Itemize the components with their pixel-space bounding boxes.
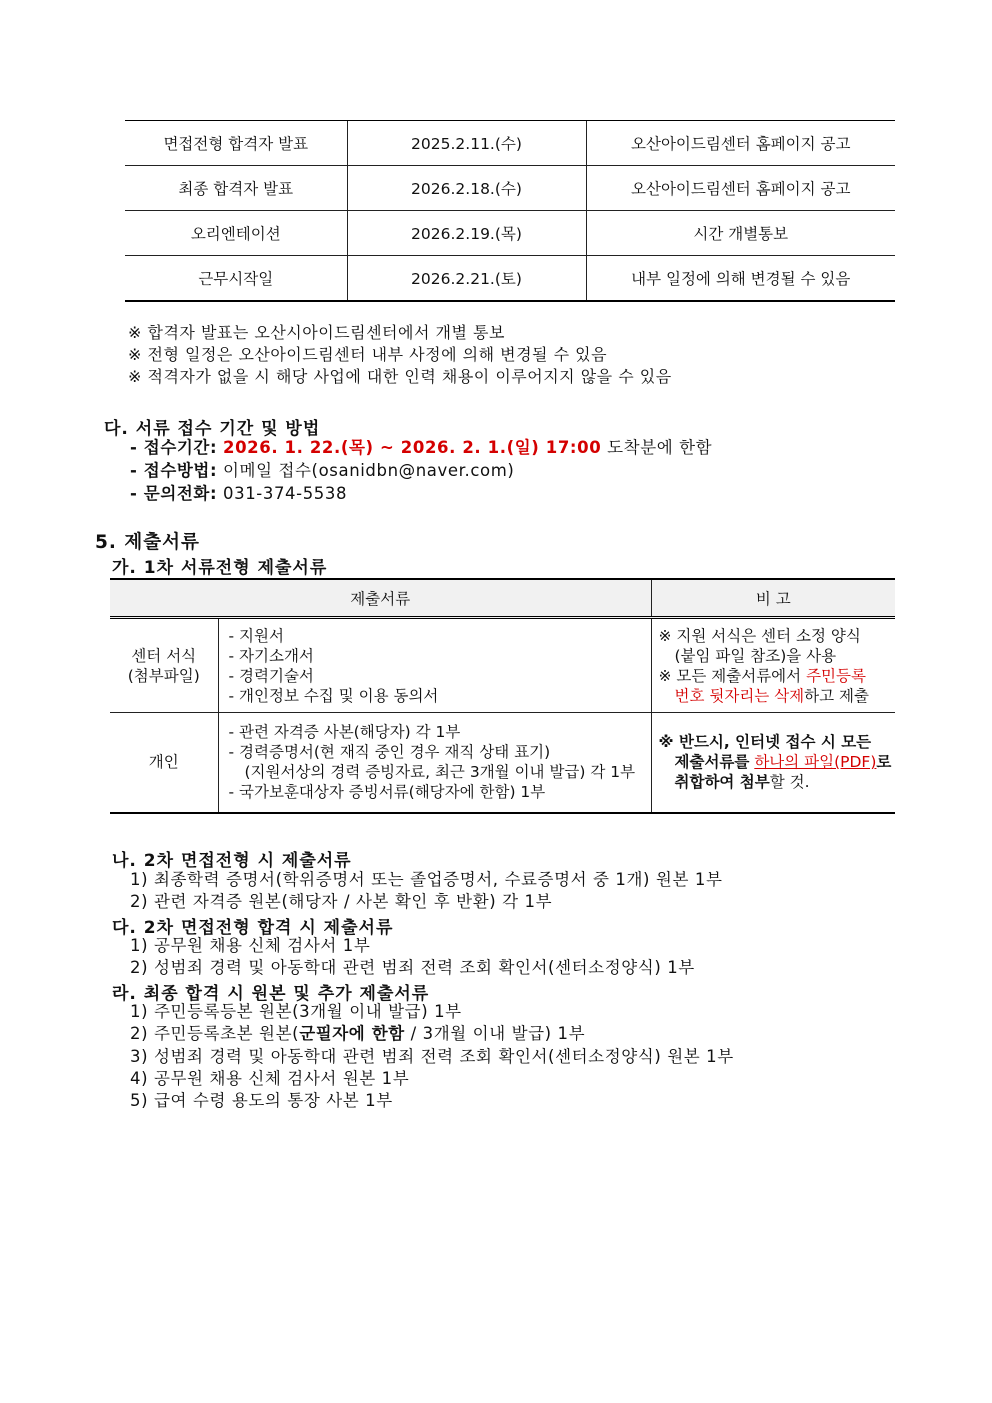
remark-text: 로 [876,753,892,772]
list-item: - 지원서 [228,626,284,645]
list-item [130,1023,734,1045]
list-item: 1) 공무원 채용 신체 검사서 1부 [130,936,371,955]
remark-line [659,772,896,792]
schedule-item: 오리엔테이션 [125,211,347,256]
category-line: (첨부파일) [127,666,200,685]
application-period [130,437,712,459]
remark-text: 할 것. [769,773,810,792]
sub-d-list [130,1001,734,1112]
schedule-item: 최종 합격자 발표 [125,166,347,211]
section5-sub-c: 다. 2차 면접전형 합격 시 제출서류 [112,918,394,938]
remark-red-text: 번호 뒷자리는 삭제 [674,686,805,705]
table-row [110,618,895,713]
table-row [110,713,895,813]
items-cell [218,713,651,813]
schedule-date: 2026.2.19.(목) [347,211,586,256]
list-item-bold-text: 군필자에 한함 [299,1024,405,1044]
remark-line [659,752,896,772]
note-line: ※ 합격자 발표는 오산시아이드림센터에서 개별 통보 [128,323,505,342]
section5-sub-d: 라. 최종 합격 시 원본 및 추가 제출서류 [112,984,430,1004]
remark-line: ※ 반드시, 인터넷 접수 시 모든 [658,733,872,752]
list-item: 1) 주민등록등본 원본(3개월 이내 발급) 1부 [130,1002,462,1021]
remark-line [659,666,896,686]
list-item: 1) 최종학력 증명서(학위증명서 또는 졸업증명서, 수료증명서 중 1개) 원본 1부 [130,870,723,889]
table-header-row [110,579,895,618]
schedule-item: 근무시작일 [125,256,347,302]
application-phone [130,483,347,505]
list-item: 2) 성범죄 경력 및 아동학대 관련 범죄 전력 조회 확인서(센터소정양식) 1부 [130,958,695,978]
notes-block [128,322,672,388]
period-suffix: 도착분에 한함 [607,438,713,457]
application-heading: 다. 서류 접수 기간 및 방법 [104,419,321,439]
remark-text: ※ 모든 제출서류에서 [658,666,807,685]
method-value: 이메일 접수(osanidbn@naver.com) [223,461,515,480]
remark-red-text: 하나의 파일(PDF) [754,753,877,772]
phone-label: - 문의전화: [130,484,218,503]
remark-text: 하고 제출 [804,686,869,705]
list-item-text: / 3개월 이내 발급) 1부 [404,1024,586,1044]
period-label: - 접수기간: [130,438,218,457]
schedule-date: 2026.2.18.(수) [347,166,586,211]
list-item: - 경력증명서(현 재직 중인 경우 재직 상태 표기) [228,743,551,762]
remark-line: (붙임 파일 참조)을 사용 [674,646,837,665]
category-cell: 개인 [110,713,218,813]
remark-bold-text: 제출서류를 [674,753,750,772]
schedule-note: 시간 개별통보 [586,211,895,256]
list-item: - 개인정보 수집 및 이용 동의서 [228,686,439,705]
list-item: (지원서상의 경력 증빙자료, 최근 3개월 이내 발급) 각 1부 [244,763,636,782]
remark-red-text: 주민등록 [806,666,866,685]
list-item: - 국가보훈대상자 증빙서류(해당자에 한함) 1부 [228,783,546,802]
schedule-table [125,120,895,302]
schedule-note: 오산아이드림센터 홈페이지 공고 [586,121,895,166]
category-cell [110,618,218,713]
note-line: ※ 적격자가 없을 시 해당 사업에 대한 인력 채용이 이루어지지 않을 수 있음 [128,367,672,386]
sub-b-list [130,869,722,914]
list-item: 4) 공무원 채용 신체 검사서 원본 1부 [130,1068,410,1088]
list-item: 2) 관련 자격증 원본(해당자 / 사본 확인 후 반환) 각 1부 [130,892,553,912]
remark-bold-text: 취합하여 첨부 [674,773,770,792]
schedule-date: 2025.2.11.(수) [347,121,586,166]
table-row [125,256,895,302]
schedule-item: 면접전형 합격자 발표 [125,121,347,166]
section5-title: 5. 제출서류 [95,532,200,553]
list-item-text: 2) 주민등록초본 원본( [130,1024,300,1044]
table-row [125,121,895,166]
phone-value: 031-374-5538 [223,484,348,503]
sub-c-list [130,935,695,980]
list-item: 3) 성범죄 경력 및 아동학대 관련 범죄 전력 조회 확인서(센터소정양식) 원본 1부 [130,1046,734,1066]
items-cell [218,618,651,713]
note-line: ※ 전형 일정은 오산아이드림센터 내부 사정에 의해 변경될 수 있음 [128,345,608,364]
list-item: - 경력기술서 [228,666,314,685]
method-label: - 접수방법: [130,461,218,480]
remarks-cell [651,618,895,713]
schedule-note: 내부 일정에 의해 변경될 수 있음 [586,256,895,302]
remark-line [659,686,896,706]
section5-sub-a: 가. 1차 서류전형 제출서류 [112,558,328,578]
table-row [125,166,895,211]
list-item: - 관련 자격증 사본(해당자) 각 1부 [228,723,461,742]
header-remarks: 비 고 [651,579,895,618]
schedule-date: 2026.2.21.(토) [347,256,586,302]
remarks-cell [651,713,895,813]
schedule-note: 오산아이드림센터 홈페이지 공고 [586,166,895,211]
remark-line: ※ 지원 서식은 센터 소정 양식 [658,626,861,645]
application-method [130,460,514,482]
section5-sub-b: 나. 2차 면접전형 시 제출서류 [112,851,352,871]
table-row [125,211,895,256]
category-line: 센터 서식 [131,646,197,665]
documents-table [110,578,895,814]
list-item: - 자기소개서 [228,646,314,665]
period-value: 2026. 1. 22.(목) ~ 2026. 2. 1.(일) 17:00 [223,438,602,457]
list-item: 5) 급여 수령 용도의 통장 사본 1부 [130,1091,393,1111]
header-docs: 제출서류 [110,579,651,618]
